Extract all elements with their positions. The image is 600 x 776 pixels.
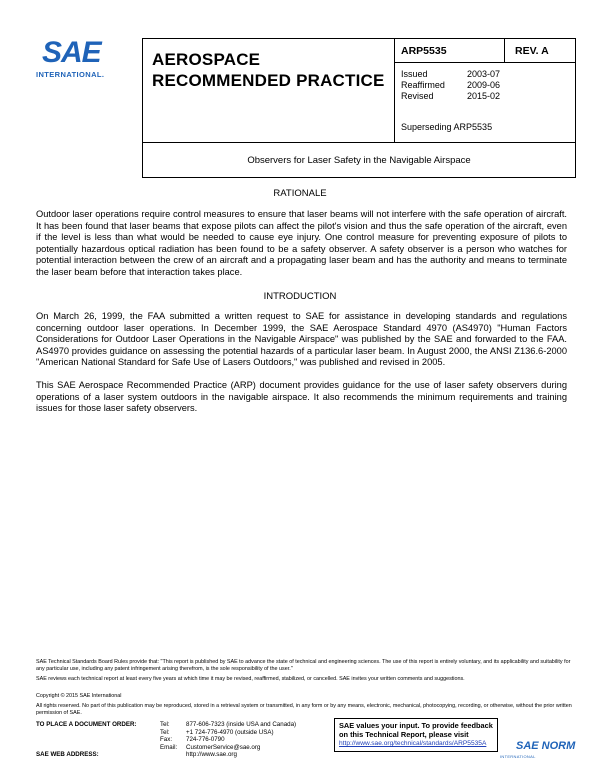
date-row-revised (401, 91, 571, 102)
doc-type (152, 49, 385, 91)
order-row (36, 744, 296, 752)
contact-value[interactable]: CustomerService@sae.org (186, 743, 261, 751)
contact-key: Fax: (160, 736, 173, 744)
contact-value: +1 724-776-4970 (outside USA) (186, 728, 274, 736)
date-list (401, 69, 571, 102)
contact-key: Tel: (160, 728, 170, 736)
order-info (36, 721, 296, 759)
contact-key: Email: (160, 743, 178, 751)
sae-norm-logo (498, 740, 580, 764)
rationale-text: Outdoor laser operations require control measures to ensure that laser beams will not interfere with the safe operation of aircraft. It has been found that laser beams that expose pilots can affect the pilot's vision and thus the safe operation of the aircraft, even if the level is less than what would be needed to cause eye injury. One control measure for preventing exposure of pilots to potentially hazardous optical radiation has been found to be a safety observer. A safety observer is a person who watches for potential interaction between the crew of an aircraft and a propagating laser beam and has the authority and means to terminate the laser beam before that interaction takes place. (36, 209, 567, 277)
date-row-issued (401, 69, 571, 80)
review-note: SAE reviews each technical report at least every five years at which time it may be revised, reaffirmed, stabilized, or cancelled. SAE invites your written comments and suggestions. (36, 676, 465, 682)
order-row (36, 721, 296, 729)
introduction-para-2: This SAE Aerospace Recommended Practice (ARP) document provides guidance for the use of laser safety observers during operations of a laser system outdoors in the navigable airspace. It also recommends the minimum requirements and training issues for those laser safety observers. (36, 380, 567, 414)
contact-value: 877-606-7323 (inside USA and Canada) (186, 721, 297, 728)
order-row (36, 736, 296, 744)
logo-mark: SAE (42, 36, 101, 69)
rationale-heading: RATIONALE (273, 188, 327, 199)
date-value: 2003-07 (467, 69, 501, 79)
feedback-line-1: SAE values your input. To provide feedback (339, 721, 493, 730)
feedback-line-2: on this Technical Report, please visit (339, 730, 469, 739)
copyright: Copyright © 2015 SAE International (36, 693, 122, 699)
introduction-para-1: On March 26, 1999, the FAA submitted a written request to SAE for assistance in developing standards and regulations concerning outdoor laser operations. In December 1999, the SAE Aerospace Standard 4970 (AS4970) "Human Factors Considerations for Outdoor Laser Operations in the Navigable Airspace" was published by the SAE and forwarded to the FAA. AS4970 provides guidance on assessing the potential hazards of a particular laser beam. In August 2000, the ANSI Z136.6-2000 "American National Standard for Safe Use of Lasers Outdoors," was published and revised in 2005. (36, 311, 567, 368)
feedback-link[interactable]: http://www.sae.org/technical/standards/ARP5535A (339, 740, 487, 747)
norm-logo-sub: INTERNATIONAL (500, 754, 536, 759)
date-value: 2015-02 (467, 91, 501, 101)
policy-note: SAE Technical Standards Board Rules provide that: "This report is published by SAE to advance the state of technical and engineering sciences. The use of this report is entirely voluntary, and its applicability and suitability for any particular use, including any patent infringement arising therefrom, is the sole responsibility of the user." (36, 659, 571, 672)
date-label: Revised (401, 91, 434, 101)
doc-type-line2: RECOMMENDED PRACTICE (152, 71, 385, 90)
order-label: TO PLACE A DOCUMENT ORDER: (36, 721, 137, 728)
order-row (36, 751, 296, 759)
web-label: SAE WEB ADDRESS: (36, 751, 99, 759)
norm-logo-text: SAE NORM (516, 740, 576, 752)
doc-type-line1: AEROSPACE (152, 50, 261, 69)
contact-key: Tel: (160, 721, 170, 728)
date-label: Reaffirmed (401, 80, 445, 90)
document-header (142, 38, 576, 178)
order-row (36, 729, 296, 737)
doc-type-cell (143, 39, 395, 142)
feedback-box (334, 718, 498, 752)
doc-meta (395, 39, 575, 142)
document-title: Observers for Laser Safety in the Navigable Airspace (143, 142, 575, 177)
doc-number: ARP5535 (395, 39, 505, 63)
revision: REV. A (505, 39, 575, 63)
rights-note: All rights reserved. No part of this publication may be reproduced, stored in a retrieval system or transmitted, in any form or by any means, electronic, mechanical, photocopying, recording, or otherwise, without the prior written permission of SAE. (36, 703, 572, 716)
contact-value: 724-776-0790 (186, 736, 225, 744)
date-label: Issued (401, 69, 428, 79)
date-row-reaffirmed (401, 80, 571, 91)
introduction-heading: INTRODUCTION (263, 291, 337, 302)
web-address[interactable]: http://www.sae.org (186, 751, 237, 759)
sae-logo (36, 36, 122, 82)
date-value: 2009-06 (467, 80, 501, 90)
logo-subtitle: INTERNATIONAL. (36, 70, 105, 79)
superseding: Superseding ARP5535 (401, 122, 493, 132)
